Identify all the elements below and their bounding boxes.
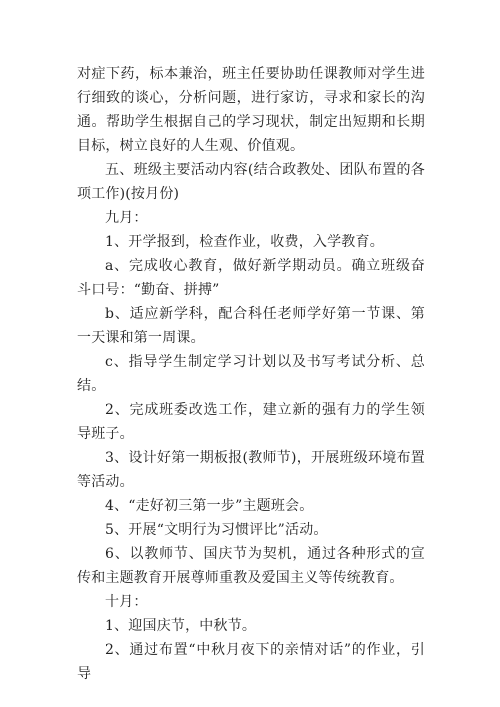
list-item: 6、以教师节、国庆节为契机，通过各种形式的宣传和主题教育开展尊师重教及爱国主义等传统教育。 [77,546,425,586]
paragraph-continuation: 对症下药，标本兼治，班主任要协助任课教师对学生进行细致的谈心，分析问题，进行家访，寻求和家长的沟通。帮助学生根据自己的学习现状，制定出短期和长期目标，树立良好的人生观、价值观。 [77,66,425,154]
list-item: 1、开学报到，检查作业，收费，入学教育。 [105,234,384,250]
section-heading-activities: 五、班级主要活动内容(结合政教处、团队布置的各项工作)(按月份) [77,162,425,202]
list-item: 2、通过布置“中秋月夜下的亲情对话”的作业，引导 [77,642,425,682]
list-item: 5、开展“文明行为习惯评比”活动。 [105,522,328,538]
list-item: 1、迎国庆节，中秋节。 [105,618,257,634]
list-item: c、指导学生制定学习计划以及书写考试分析、总结。 [77,354,425,394]
list-item: 3、设计好第一期板报(教师节)，开展班级环境布置等活动。 [77,450,425,490]
month-heading-october: 十月： [105,594,148,610]
document-body [77,62,425,686]
list-item: 4、“走好初三第一步”主题班会。 [105,498,314,514]
month-heading-september: 九月： [105,210,148,226]
list-item: a、完成收心教育，做好新学期动员。确立班级奋斗口号：“勤奋、拼搏” [77,258,425,298]
list-item: 2、完成班委改选工作，建立新的强有力的学生领导班子。 [77,402,425,442]
list-item: b、适应新学科，配合科任老师学好第一节课、第一天课和第一周课。 [77,306,425,346]
